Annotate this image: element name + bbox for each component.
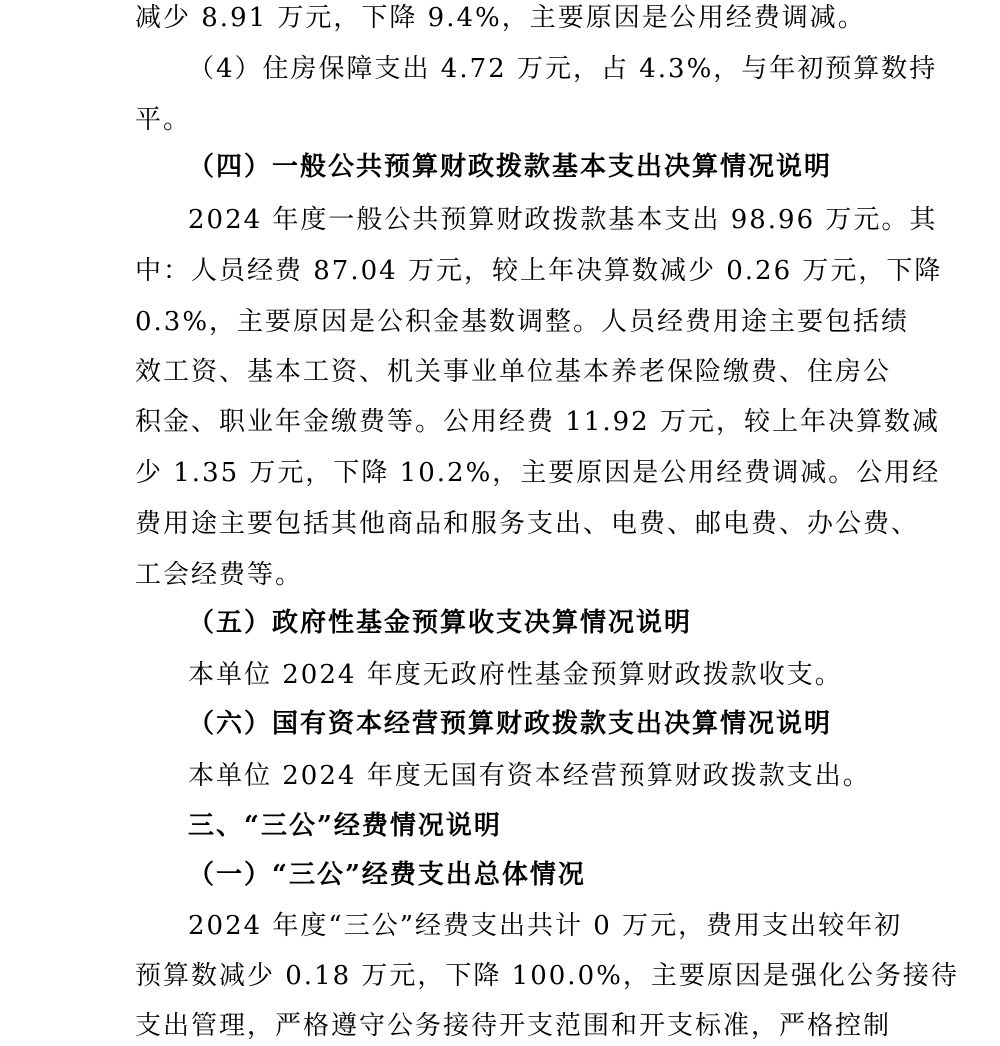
paragraph-line: 2024 年度“三公”经费支出共计 0 万元，费用支出较年初 [188,911,903,941]
section-heading: （五）政府性基金预算收支决算情况说明 [188,608,693,638]
paragraph-line: 本单位 2024 年度无国有资本经营预算财政拨款支出。 [188,761,871,791]
paragraph-line: 工会经费等。 [135,560,304,590]
paragraph-line: （4）住房保障支出 4.72 万元，占 4.3%，与年初预算数持 [188,54,938,84]
section-heading: （一）“三公”经费支出总体情况 [188,860,586,890]
paragraph-line: 本单位 2024 年度无政府性基金预算财政拨款收支。 [188,660,843,690]
chapter-heading: 三、“三公”经费情况说明 [188,811,502,841]
section-heading: （六）国有资本经营预算财政拨款支出决算情况说明 [188,709,833,739]
paragraph-line: 预算数减少 0.18 万元，下降 100.0%，主要原因是强化公务接待 [135,961,959,991]
paragraph-line: 中：人员经费 87.04 万元，较上年决算数减少 0.26 万元，下降 [135,256,943,286]
paragraph-line: 费用途主要包括其他商品和服务支出、电费、邮电费、办公费、 [135,509,920,539]
paragraph-line: 支出管理，严格遵守公务接待开支范围和开支标准，严格控制 [135,1011,892,1041]
paragraph-line: 2024 年度一般公共预算财政拨款基本支出 98.96 万元。其 [188,205,938,235]
paragraph-line: 效工资、基本工资、机关事业单位基本养老保险缴费、住房公 [135,357,892,387]
paragraph-line: 减少 8.91 万元，下降 9.4%，主要原因是公用经费调减。 [135,3,866,33]
paragraph-line: 0.3%，主要原因是公积金基数调整。人员经费用途主要包括绩 [135,307,910,337]
paragraph-line: 平。 [135,105,192,135]
section-heading: （四）一般公共预算财政拨款基本支出决算情况说明 [188,152,833,182]
paragraph-line: 少 1.35 万元，下降 10.2%，主要原因是公用经费调减。公用经 [135,458,941,488]
paragraph-line: 积金、职业年金缴费等。公用经费 11.92 万元，较上年决算数减 [135,407,940,437]
